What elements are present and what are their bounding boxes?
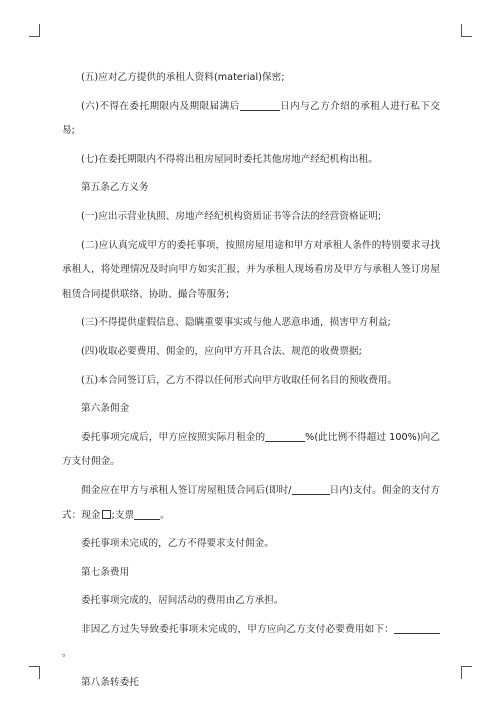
section-heading: 第七条费用	[81, 566, 130, 578]
paragraph: 委托事项未完成的，乙方不得要求支付佣金。	[81, 538, 274, 550]
checkbox-cash[interactable]	[102, 510, 111, 519]
paragraph-text: 。	[62, 648, 72, 660]
page-corner-mark-top-left	[29, 24, 40, 37]
paragraph	[62, 95, 440, 144]
paragraph	[62, 426, 440, 475]
paragraph-text: ;支票	[111, 509, 135, 521]
paragraph: (五)本合同签订后，乙方不得以任何形式向甲方收取任何名目的预收费用。	[81, 374, 398, 386]
page-corner-mark-bottom-right	[461, 666, 472, 679]
document-body	[62, 66, 440, 696]
fill-blank[interactable]	[394, 623, 430, 634]
fill-blank[interactable]	[430, 623, 440, 634]
section-heading: 第六条佣金	[81, 403, 130, 415]
section-heading: 第八条转委托	[81, 677, 139, 689]
paragraph-text: 日内与乙方介绍的承租人进行私下交易;	[62, 100, 440, 137]
paragraph: (二)应认真完成甲方的委托事项，按照房屋用途和甲方对承租人条件的特别要求寻找承租人，将处理情况及时向甲方如实汇报，并为承租人现场看房及甲方与承租人签订房屋租赁合同提供联络、协助、撮合等服务;	[62, 239, 440, 300]
fill-blank[interactable]	[292, 484, 330, 495]
page-corner-mark-top-right	[461, 24, 472, 37]
paragraph-text: 日内)支付。佣金的支付方式：现金	[62, 484, 441, 521]
paragraph: (四)收取必要费用、佣金的，应向甲方开具合法、规范的收费票据;	[81, 345, 362, 357]
paragraph	[62, 479, 440, 528]
paragraph: 委托事项完成的，居间活动的费用由乙方承担。	[81, 595, 284, 607]
fill-blank[interactable]	[265, 431, 305, 442]
paragraph: (五)应对乙方提供的承租人资料(material)保密;	[81, 72, 285, 83]
paragraph: (一)应出示营业执照、房地产经纪机构资质证书等合法的经营资格证明;	[81, 210, 382, 222]
section-heading: 第五条乙方义务	[81, 182, 149, 194]
paragraph: (三)不得提供虚假信息、隐瞒重要事实或与他人恶意串通，损害甲方利益;	[81, 317, 391, 329]
paragraph-text: %(此比例不得超过 100%)向乙方支付佣金。	[62, 431, 440, 468]
paragraph-text: 非因乙方过失导致委托事项未完成的，甲方应向乙方支付必要费用如下：	[81, 623, 394, 635]
page-corner-mark-bottom-left	[29, 666, 40, 679]
paragraph: (七)在委托期限内不得将出租房屋同时委托其他房地产经纪机构出租。	[81, 153, 378, 165]
fill-blank[interactable]	[134, 509, 160, 520]
paragraph-text: (六)不得在委托期限内及期限届满后	[81, 100, 240, 112]
paragraph-text: 佣金应在甲方与承租人签订房屋租赁合同后(即时/	[81, 484, 292, 496]
fill-blank[interactable]	[240, 100, 280, 111]
paragraph-text: 。	[160, 509, 170, 521]
paragraph-text: 委托事项完成后，甲方应按照实际月租金的	[81, 431, 266, 443]
paragraph	[62, 618, 440, 667]
